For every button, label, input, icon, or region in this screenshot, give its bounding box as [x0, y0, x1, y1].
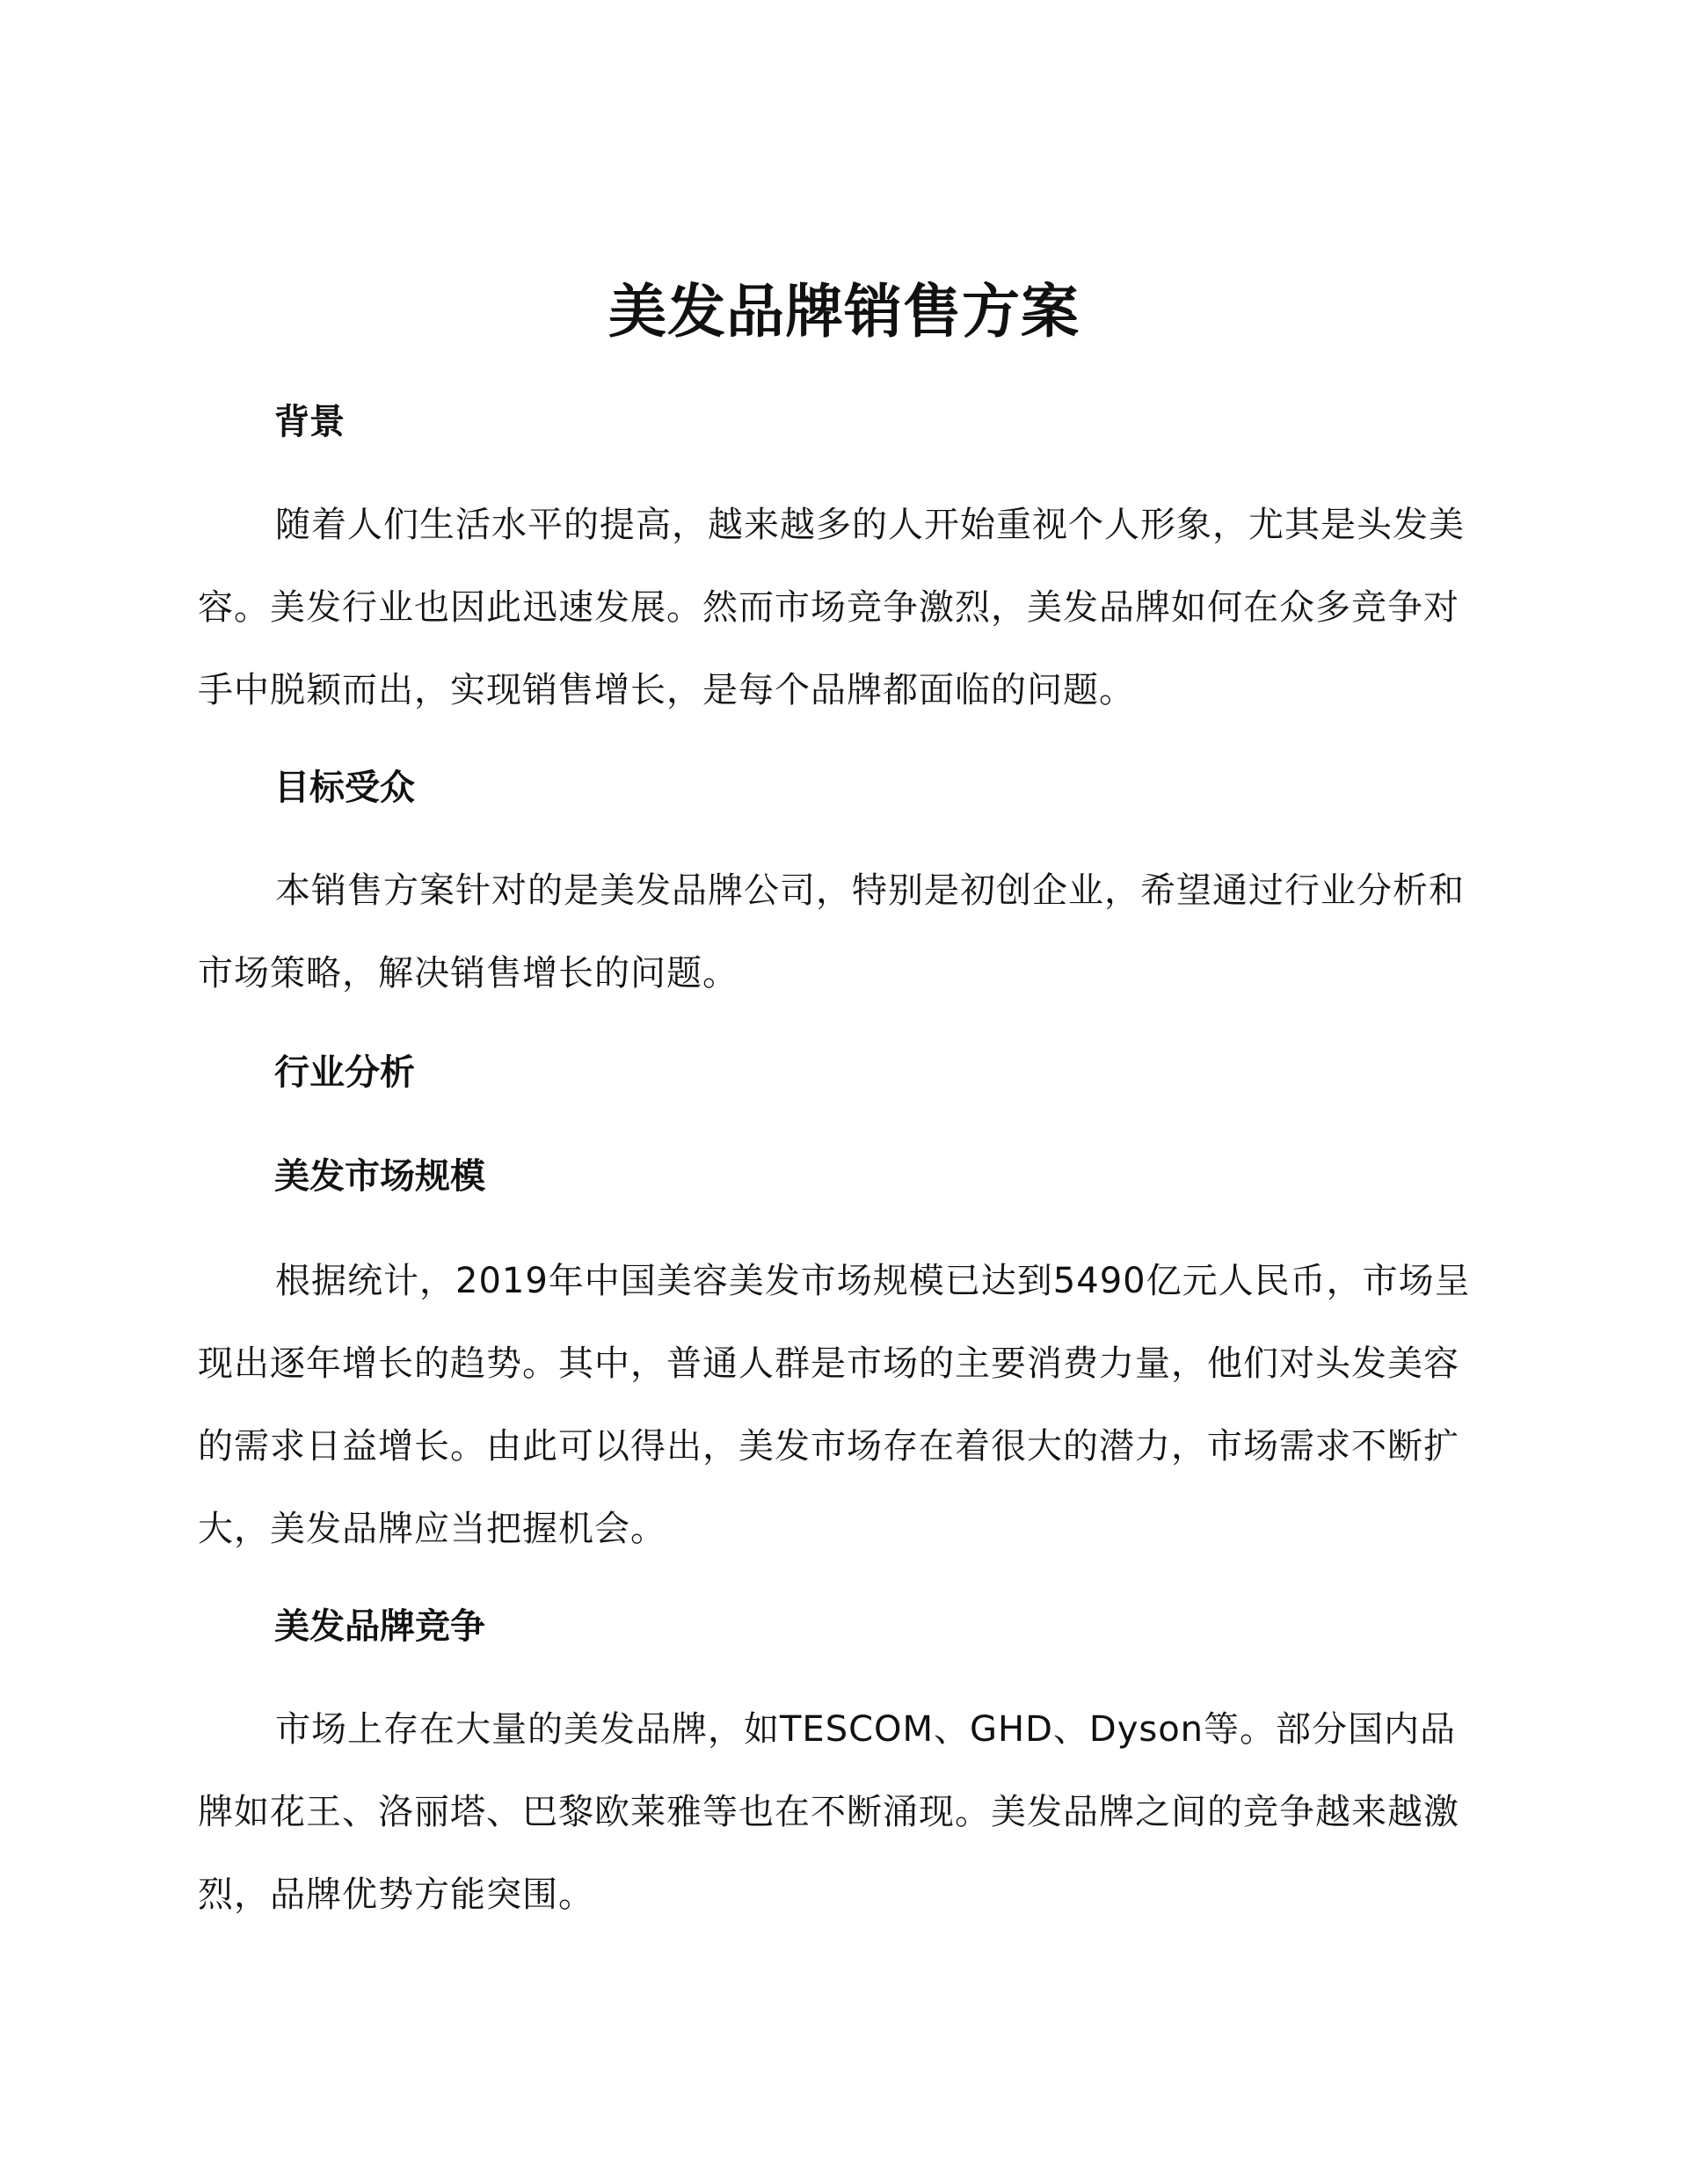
paragraph-background: 随着人们生活水平的提高，越来越多的人开始重视个人形象，尤其是头发美容。美发行业也因此迅速发展。然而市场竞争激烈，美发品牌如何在众多竞争对手中脱颖而出，实现销售增长，是每个品牌都面临的问题。	[198, 505, 1465, 710]
heading-industry-analysis: 行业分析	[274, 1052, 415, 1093]
paragraph-brand-competition: 市场上存在大量的美发品牌，如TESCOM、GHD、Dyson等。部分国内品牌如花王、洛丽塔、巴黎欧莱雅等也在不断涌现。美发品牌之间的竞争越来越激烈，品牌优势方能突围。	[198, 1709, 1459, 1915]
heading-target-audience: 目标受众	[274, 768, 415, 808]
heading-background: 背景	[274, 402, 345, 442]
paragraph-market-size: 根据统计，2019年中国美容美发市场规模已达到5490亿元人民币，市场呈现出逐年增长的趋势。其中，普通人群是市场的主要消费力量，他们对头发美容的需求日益增长。由此可以得出，美发市场存在着很大的潜力，市场需求不断扩大，美发品牌应当把握机会。	[198, 1261, 1471, 1549]
document-title: 美发品牌销售方案	[608, 278, 1080, 346]
heading-brand-competition: 美发品牌竞争	[274, 1606, 485, 1647]
paragraph-target-audience: 本销售方案针对的是美发品牌公司，特别是初创企业，希望通过行业分析和市场策略，解决销售增长的问题。	[198, 870, 1465, 994]
heading-market-size: 美发市场规模	[274, 1156, 485, 1197]
